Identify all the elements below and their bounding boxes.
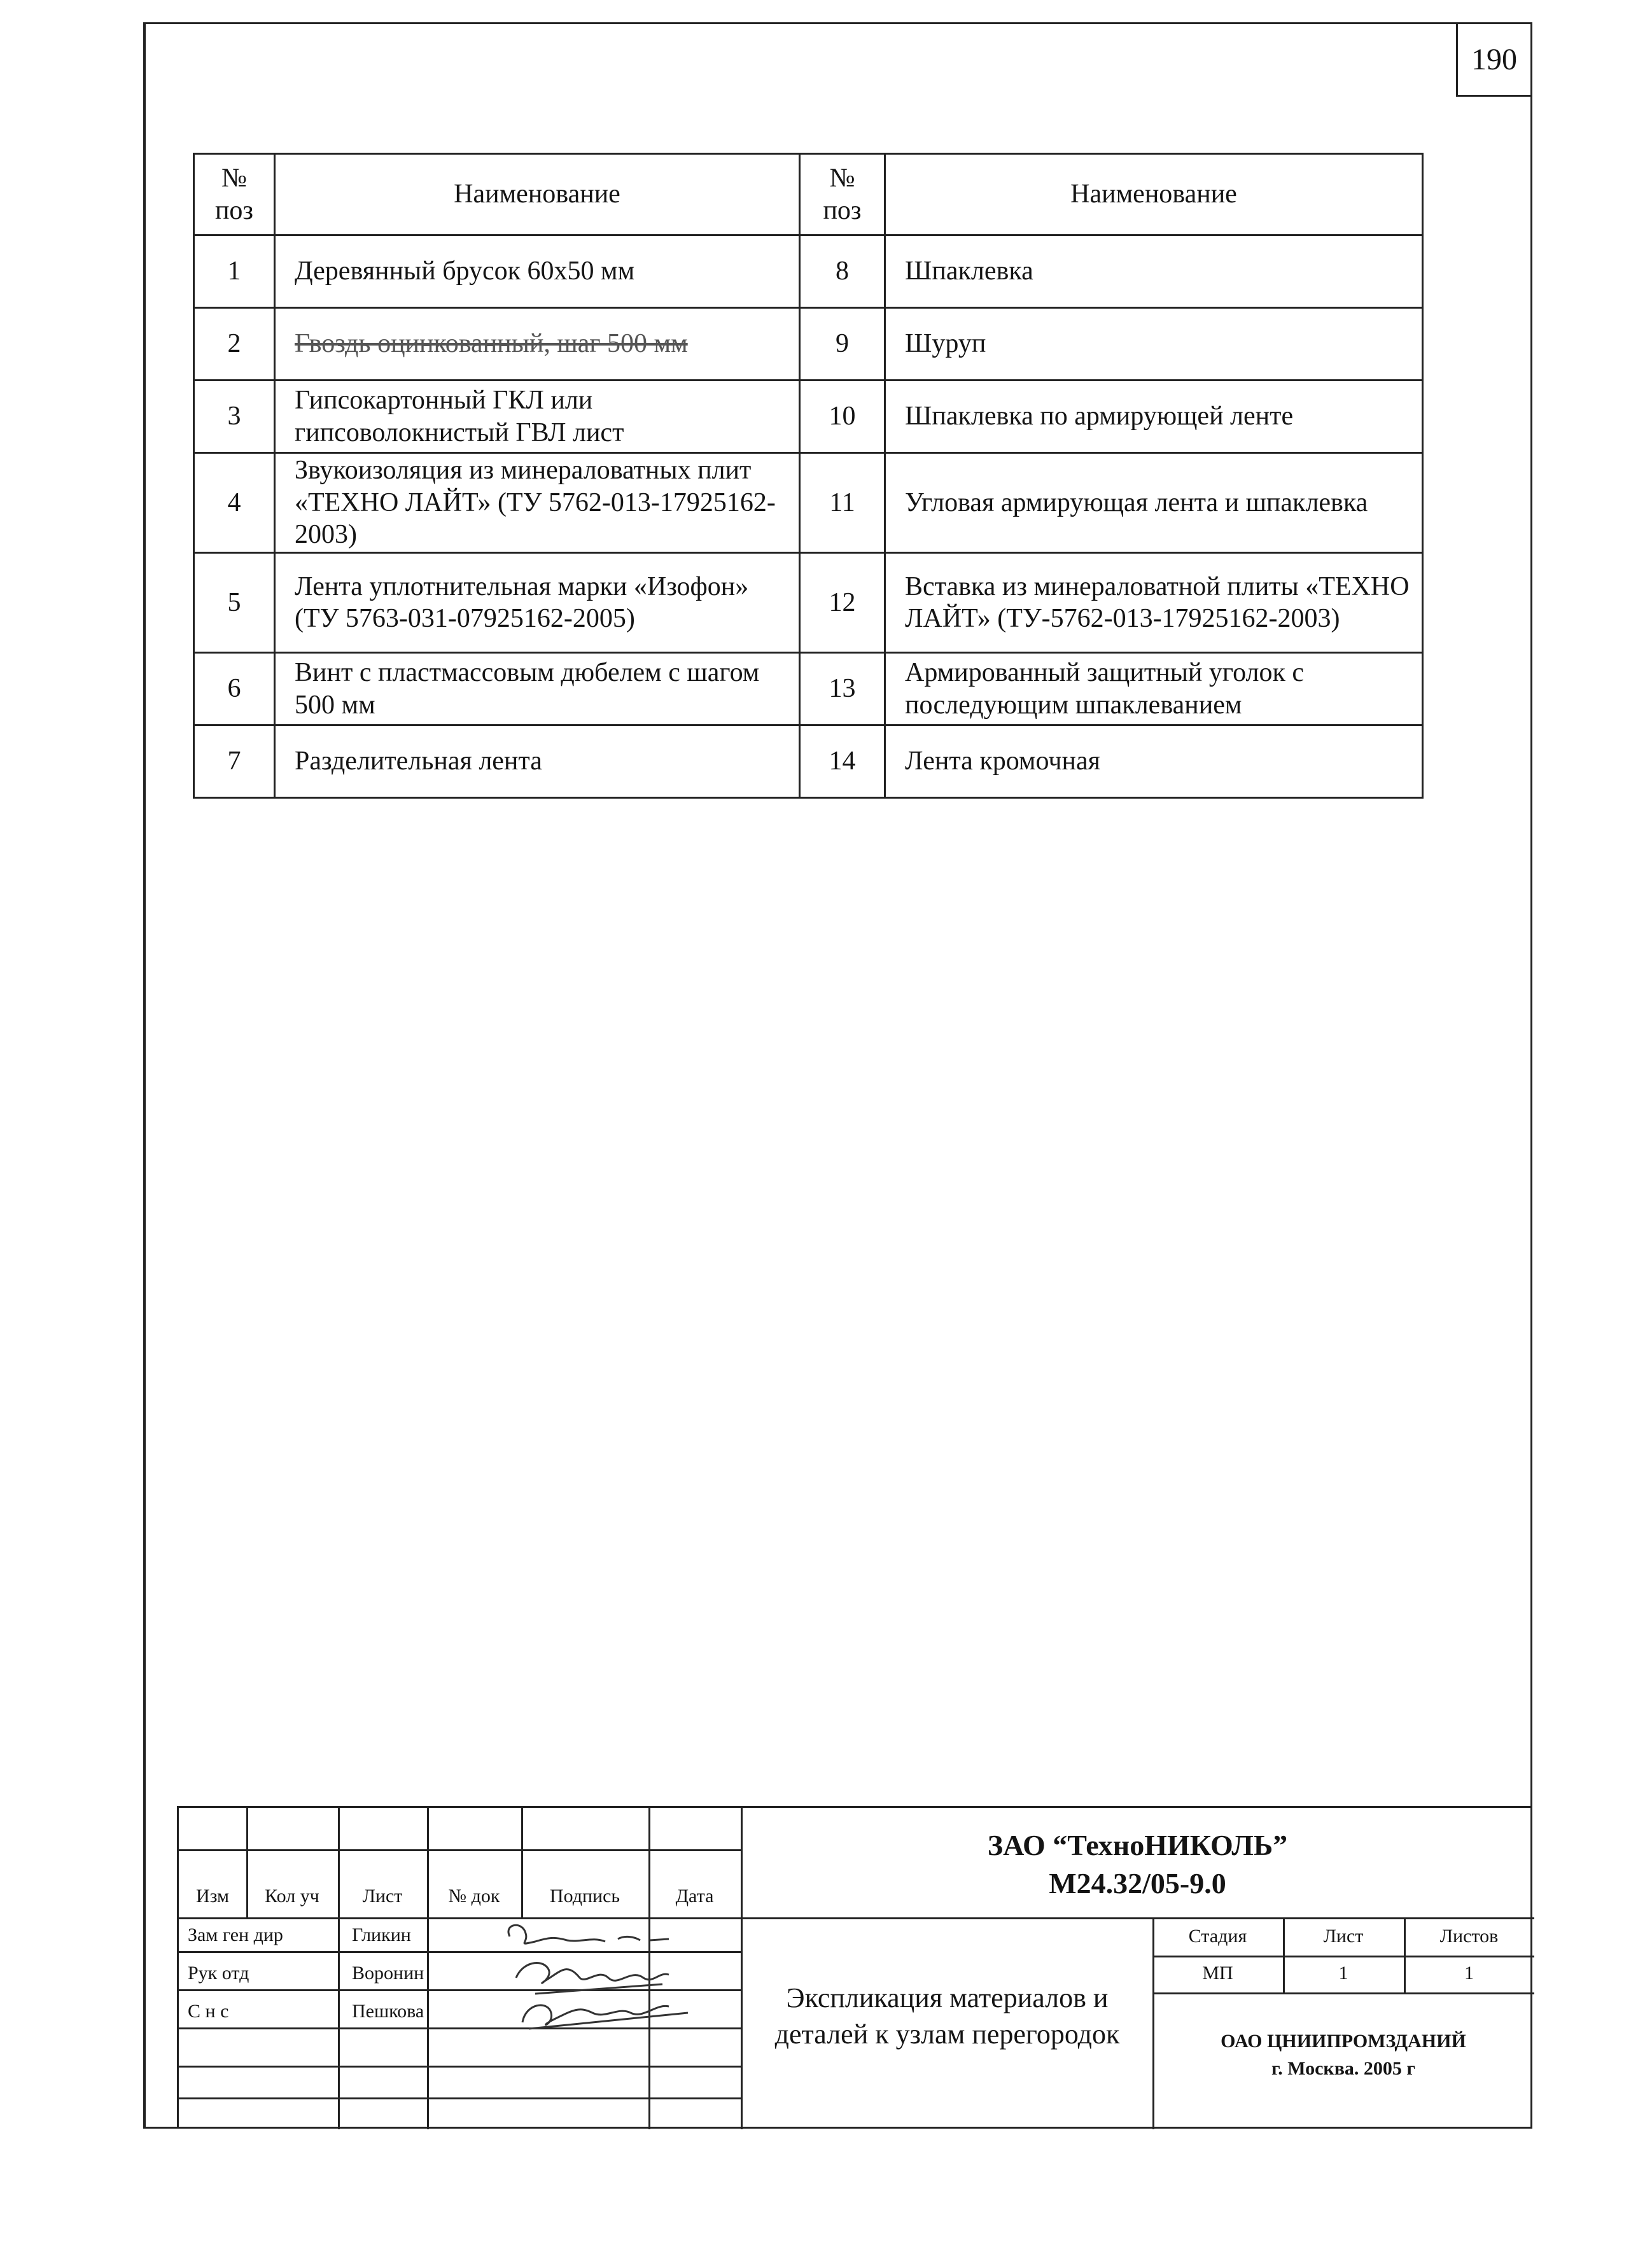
document-title: Экспликация материалов и деталей к узлам перегородок xyxy=(774,1982,1120,2050)
explication-table xyxy=(193,153,1424,799)
col-kol-uch: Кол уч xyxy=(265,1886,319,1907)
role-person: Воронин xyxy=(352,1963,424,1984)
item-name: Вставка из минераловатной плиты «ТЕХНО ЛАЙТ» (ТУ-5762-013-17925162-2003) xyxy=(885,553,1423,653)
item-name: Звукоизоляция из минераловатных плит «ТЕХНО ЛАЙТ» (ТУ 5762-013-17925162-2003) xyxy=(275,453,800,553)
item-name: Разделительная лента xyxy=(275,725,800,798)
stage-label: Стадия xyxy=(1188,1926,1247,1947)
col-date: Дата xyxy=(675,1886,714,1907)
page-number: 190 xyxy=(1456,22,1532,97)
col-list: Лист xyxy=(362,1886,403,1907)
role-label: С н с xyxy=(188,2001,229,2022)
pos-number: 9 xyxy=(800,308,885,381)
table-row xyxy=(194,308,1423,381)
col-signature: Подпись xyxy=(549,1886,620,1907)
pos-number: 11 xyxy=(800,453,885,553)
table-row xyxy=(194,453,1423,553)
pos-number: 4 xyxy=(194,453,275,553)
item-name-cell xyxy=(275,308,800,381)
header-name-right: Наименование xyxy=(885,154,1423,235)
role-label: Рук отд xyxy=(188,1963,249,1984)
item-name: Шуруп xyxy=(885,308,1423,381)
item-name: Шпаклевка xyxy=(885,235,1423,308)
signature-scribbles xyxy=(497,1917,701,2038)
document-code: М24.32/05-9.0 xyxy=(1049,1867,1226,1900)
header-pos-right: № поз xyxy=(800,154,885,235)
sheets-label: Листов xyxy=(1439,1926,1499,1947)
header-name-left: Наименование xyxy=(275,154,800,235)
role-label: Зам ген дир xyxy=(188,1924,283,1945)
table-row xyxy=(194,653,1423,725)
item-name: Гвоздь оцинкованный, шаг 500 мм xyxy=(295,329,688,359)
item-name: Армированный защитный уголок с последующим шпаклеванием xyxy=(885,653,1423,725)
sheet-label: Лист xyxy=(1323,1926,1364,1947)
item-name: Деревянный брусок 60х50 мм xyxy=(275,235,800,308)
item-name: Шпаклевка по армирующей ленте xyxy=(885,381,1423,453)
stage-value: МП xyxy=(1202,1963,1233,1984)
header-pos-left: № поз xyxy=(194,154,275,235)
institute-name: ОАО ЦНИИПРОМЗДАНИЙ xyxy=(1221,2031,1466,2052)
table-row xyxy=(194,725,1423,798)
pos-number: 6 xyxy=(194,653,275,725)
item-name: Лента уплотнительная марки «Изофон» (ТУ 5763-031-07925162-2005) xyxy=(275,553,800,653)
pos-number: 13 xyxy=(800,653,885,725)
item-name: Гипсокартонный ГКЛ или гипсоволокнистый ГВЛ лист xyxy=(275,381,800,453)
pos-number: 8 xyxy=(800,235,885,308)
role-person: Гликин xyxy=(352,1924,411,1945)
col-izm: Изм xyxy=(195,1886,230,1907)
pos-number: 10 xyxy=(800,381,885,453)
table-row xyxy=(194,553,1423,653)
role-person: Пешкова xyxy=(352,2001,424,2022)
item-name: Лента кромочная xyxy=(885,725,1423,798)
title-block xyxy=(177,1806,1532,2129)
table-row xyxy=(194,381,1423,453)
company-name: ЗАО “ТехноНИКОЛЬ” xyxy=(987,1829,1288,1861)
pos-number: 12 xyxy=(800,553,885,653)
item-name: Винт с пластмассовым дюбелем с шагом 500 мм xyxy=(275,653,800,725)
table-row xyxy=(194,235,1423,308)
pos-number: 5 xyxy=(194,553,275,653)
item-name: Угловая армирующая лента и шпаклевка xyxy=(885,453,1423,553)
col-doc-num: № док xyxy=(448,1886,500,1907)
institute-city-year: г. Москва. 2005 г xyxy=(1271,2058,1416,2079)
pos-number: 7 xyxy=(194,725,275,798)
table-header-row xyxy=(194,154,1423,235)
pos-number: 3 xyxy=(194,381,275,453)
sheets-value: 1 xyxy=(1464,1963,1474,1984)
pos-number: 2 xyxy=(194,308,275,381)
pos-number: 14 xyxy=(800,725,885,798)
pos-number: 1 xyxy=(194,235,275,308)
sheet-value: 1 xyxy=(1338,1963,1348,1984)
